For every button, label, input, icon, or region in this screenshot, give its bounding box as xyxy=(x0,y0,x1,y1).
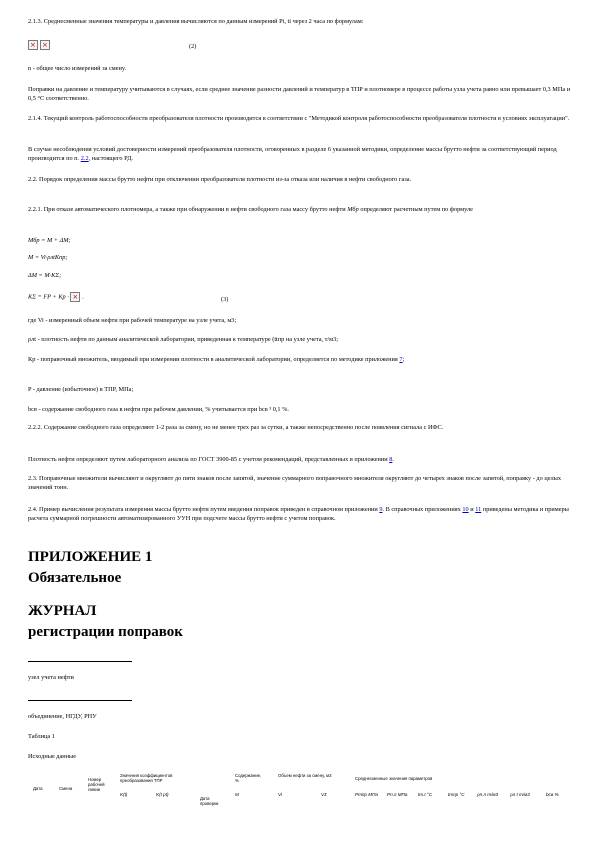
definition-kp xyxy=(28,355,573,364)
sub-rho-t: ρл t т/м3 xyxy=(510,792,530,797)
sub-bsv: bсв % xyxy=(546,792,559,797)
definition-p: P - давление (избыточное) в ТПР, МПа; xyxy=(28,386,134,393)
paragraph-2-2-2: 2.2.2. Содержание свободного газа определяют 1-2 раза за смену, но не менее трех раз за сутки, а также непосредственно после появления сигнала с ИФС. xyxy=(28,424,444,431)
col-shift: Смена xyxy=(59,786,73,791)
col-averages: Среднесменные значения параметров xyxy=(355,776,433,781)
link-2-2[interactable]: 2.2 xyxy=(80,155,89,163)
col-coefficients: Значения коэффициентов преобразования ТПР xyxy=(120,773,173,784)
paragraph-text: настоящего РД. xyxy=(91,155,133,163)
journal-title: ЖУРНАЛ xyxy=(28,603,97,619)
sub-t-tpr: tтпр °C xyxy=(448,792,465,797)
appendix-title: ПРИЛОЖЕНИЕ 1 xyxy=(28,549,153,565)
col-date: Дата xyxy=(33,786,43,791)
paragraph-text: . В справочных приложениях xyxy=(382,506,461,513)
paragraph-2-2: 2.2. Порядок определения массы брутто нефти при отключении преобразователя плотности из-за отказа или наличия в нефти свободного газа. xyxy=(28,176,412,183)
definition-rho: ρлt - плотность нефти по данным аналитической лаборатории, приведенная к температуре (ttпр на узле учета, т/м3; xyxy=(28,336,339,343)
formula-k-sigma: KΣ = FP + Кр · × . xyxy=(28,292,573,302)
paragraph-text: 2.2.1. При отказе автоматического плотномера, а также при обнаружении в нефти свободного газа массу брутто нефти xyxy=(28,206,346,213)
broken-image-icon xyxy=(28,40,38,50)
paragraph-2-1-4: 2.1.4. Текущий контроль работоспособности преобразователя плотности производится в соответствии с "Методикой контроля работоспособности преобразователя плотности в условиях эксплуатации". xyxy=(28,115,570,122)
paragraph-2-4 xyxy=(28,505,573,523)
sub-rho-pl: ρп.л т/м3 xyxy=(477,792,499,797)
paragraph-2-2-1 xyxy=(28,205,573,214)
paragraph-text: Кр - поправочный множитель, вводимый при измерении плотности в аналитической лаборатории, определяется по методике приложения xyxy=(28,356,398,363)
link-appendix-9[interactable]: 9 xyxy=(379,506,383,513)
paragraph-text: . xyxy=(392,456,394,463)
formula-mass: M = Vi·ρлtКпр; xyxy=(28,254,68,261)
paragraph-text: ; xyxy=(402,356,405,363)
formula-mass-brutto: Mбр = M + ΔM; xyxy=(28,237,71,244)
definition-bsv: bсв - содержание свободного газа в нефти при рабочем давлении, % учитывается при bсв ³ 0,1 %. xyxy=(28,406,289,413)
sub-t-pl: tт.t °C xyxy=(418,792,433,797)
formula-2-row xyxy=(28,40,573,50)
label-node: узел учета нефти xyxy=(28,674,74,681)
equation-number-2: (2) xyxy=(189,43,197,50)
table-caption: Исходные данные xyxy=(28,753,77,760)
sub-k: K(t) xyxy=(120,792,128,797)
link-appendix-7[interactable]: 7 xyxy=(399,356,403,363)
paragraph-2-3: 2.3. Поправочные множители вычисляют и округляют до пяти знаков после запятой, значение суммарного поправочного множителя округляют до четырех знаков после запятой, поправку - до целых значений тонн. xyxy=(28,475,562,492)
equation-number-3: (3) xyxy=(221,296,229,303)
sub-ve: VΣ xyxy=(321,792,327,797)
sub-kpt: K(t pt) xyxy=(156,792,169,797)
journal-subtitle: регистрации поправок xyxy=(28,624,183,640)
sub-p-pl: Pп.л МПа xyxy=(387,792,408,797)
sub-vi: Vi xyxy=(278,792,283,797)
link-appendix-11[interactable]: 11 xyxy=(475,506,482,513)
table-header xyxy=(28,772,573,812)
formula-text: KΣ = FP + Кр · xyxy=(28,293,69,301)
broken-image-icon xyxy=(70,292,80,302)
paragraph-text: 2.4. Пример вычисления результата измерения массы брутто нефти путем введения поправок приведен в справочном приложении xyxy=(28,506,378,513)
fill-line-node xyxy=(28,661,132,662)
sub-m: M xyxy=(235,792,239,797)
broken-image-icon xyxy=(40,40,50,50)
col-line-number: Номер рабочей линии xyxy=(88,777,105,793)
paragraph-density-failure: В случае несоблюдения условий достоверности измерений преобразователя плотности, оговоренных в разделе 6 указанной методики, определение массы брутто нефти за соответствующий период производится по п. 2.2, настоящего РД. xyxy=(28,146,557,163)
table-label: Таблица 1 xyxy=(28,733,55,740)
paragraph-text: и xyxy=(470,506,474,513)
paragraph-text: Плотность нефти определяют путем лабораторного анализа по ГОСТ 3900-85 с учетом рекомендаций, представленных в приложении xyxy=(28,456,388,463)
paragraph-2-1-3: 2.1.3. Среднесменные значения температуры и давления вычисляются по данным измерений Pi, ti через 2 часа по формулам: xyxy=(28,18,364,25)
col-check-date: Дата проверки xyxy=(200,796,219,807)
paragraph-corrections: Поправки на давление и температуру учитываются в случаях, если среднее значение разности давлений и температур в ТПР и плотномере в процессе работы узла учета равно или превышает 0,3 МПа и 0,5 °С соответственно. xyxy=(28,86,571,103)
symbol-mbr: Mбр xyxy=(347,206,359,213)
paragraph-text: В случае несоблюдения условий достоверности измерений преобразователя плотности, оговоренных в разделе 6 указанной методики, определение массы брутто нефти за соответствующий период производится по п. xyxy=(28,146,557,163)
label-org: объединение, НГДУ, РНУ xyxy=(28,713,97,720)
definition-vi: где Vi - измеренный объем нефти при рабочей температуре на узле учета, м3; xyxy=(28,317,237,324)
link-appendix-8[interactable]: 8 xyxy=(389,456,393,463)
paragraph-text: приведены методика и примеры расчета суммарной погрешности автоматизированного УУН при подсчете массы брутто нефти с учетом поправок. xyxy=(28,506,569,523)
col-content: Содержание, % xyxy=(235,773,262,784)
sub-p-tpr: Pтпр МПа xyxy=(355,792,378,797)
paragraph-lab-density xyxy=(28,455,573,464)
link-appendix-10[interactable]: 10 xyxy=(462,506,469,513)
col-volume: Объем нефти за смену, м3 xyxy=(278,773,332,778)
fill-line-org xyxy=(28,700,132,701)
formula-delta-mass: ΔM = M·KΣ; xyxy=(28,272,62,279)
appendix-subtitle: Обязательное xyxy=(28,570,122,586)
paragraph-n-definition: n - общее число измерений за смену. xyxy=(28,65,127,72)
paragraph-text: определяют расчетным путем по формуле xyxy=(360,206,473,213)
